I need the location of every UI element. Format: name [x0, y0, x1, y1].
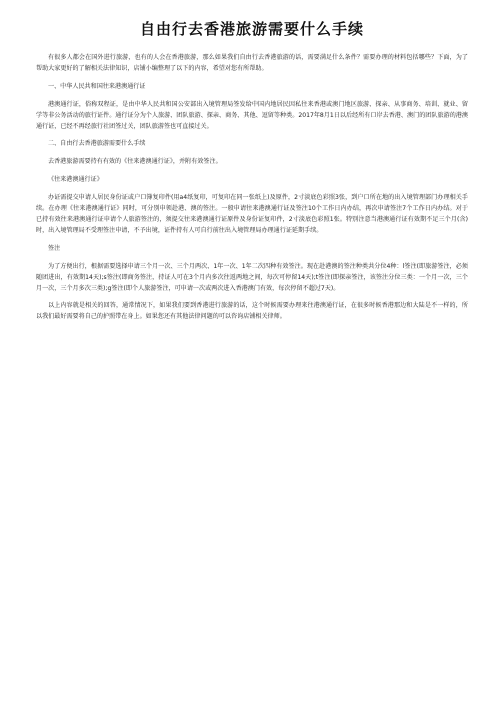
permit-paragraph: 办证需提交申请人居民身份证或户口簿复印件(用a4纸复印，可复印在同一张纸上)及原件，2寸淡底色彩照3张，到户口所在地的出入境管理部门办理相关手续。在办理《往来港澳通行证》同时，可分别申领赴港、澳的签注。一般申请往来港澳通行证及签注10个工作日内办结，再次申请签注7个工作日内办结。对于已持有效往来港澳通行证申请个人旅游签注的，须提交往来港澳通行证原件及身份证复印件，2寸淡底色彩照1张。特别注意当港澳通行证有效期不足三个月(含)时，出入境管理局不受理签注申请，不予出境，证件持有人可自行前往出入境管理局办理通行证延期手续。 — [36, 194, 468, 234]
section-1-paragraph: 港澳通行证，俗称双程证，是由中华人民共和国公安部出入境管理局签发给中国内地居民因私往来香港或澳门地区旅游、探亲、从事商务、培训、就业、留学等非公务活动的旅行证件。通行证分为个人旅游、团队旅游、探亲、商务、其他、逗留等种类。2017年8月1日以后经所有口岸去香港、澳门的团队旅游的港澳通行证，已经不再经旅行社团签过关，团队旅游签也可直接过关。 — [36, 100, 468, 130]
section-heading-1: 一、中华人民共和国往来港澳通行证 — [48, 82, 146, 90]
intro-paragraph: 有很多人都会在国外进行旅游，也有的人会在香港旅游，那么如果我们自由行去香港旅游的话，需要满足什么条件？需要办理的材料包括哪些？下面，为了帮助大家更好的了解相关法律知识，店铺小编整理了以下的内容，希望对您有所帮助。 — [36, 54, 468, 72]
subheading-permit: 《往来港澳通行证》 — [48, 176, 103, 184]
endorsement-paragraph: 为了方便出行，根据需要选择申请三个月一次、三个月两次、1年一次、1年二次四种有效签注。现在赴港澳的签注种类共分位4种：l签注(即旅游签注，必须随团进出，有效期14天);s签注(即商务签注，持证人可在3个月内多次往返两地之间，每次可停留14天);t签注(即探亲签注，该签注分位三类：一个月一次，三个月一次，三个月多次三类);g签注(即个人旅游签注，可申请一次或两次进入香港澳门有效，每次停留不超过7天)。 — [36, 262, 468, 292]
conclusion-paragraph: 以上内容就是相关的回答，通常情况下，如果我们要到香港进行旅游的话，这个时候需要办理来往港澳通行证，在很多时候香港那边和大陆是不一样的，所以我们最好需要将自己的护照带在身上。如果您还有其他法律问题的可以咨询店铺相关律师。 — [36, 302, 468, 321]
section-2-paragraph: 去香港旅游需要持有有效的《往来港澳通行证》，并附有效签注。 — [48, 158, 222, 166]
subheading-endorsement: 签注 — [48, 244, 61, 252]
document-title: 自由行去香港旅游需要什么手续 — [139, 20, 364, 38]
section-heading-2: 二、自由行去香港旅游需要什么手续 — [48, 140, 146, 148]
